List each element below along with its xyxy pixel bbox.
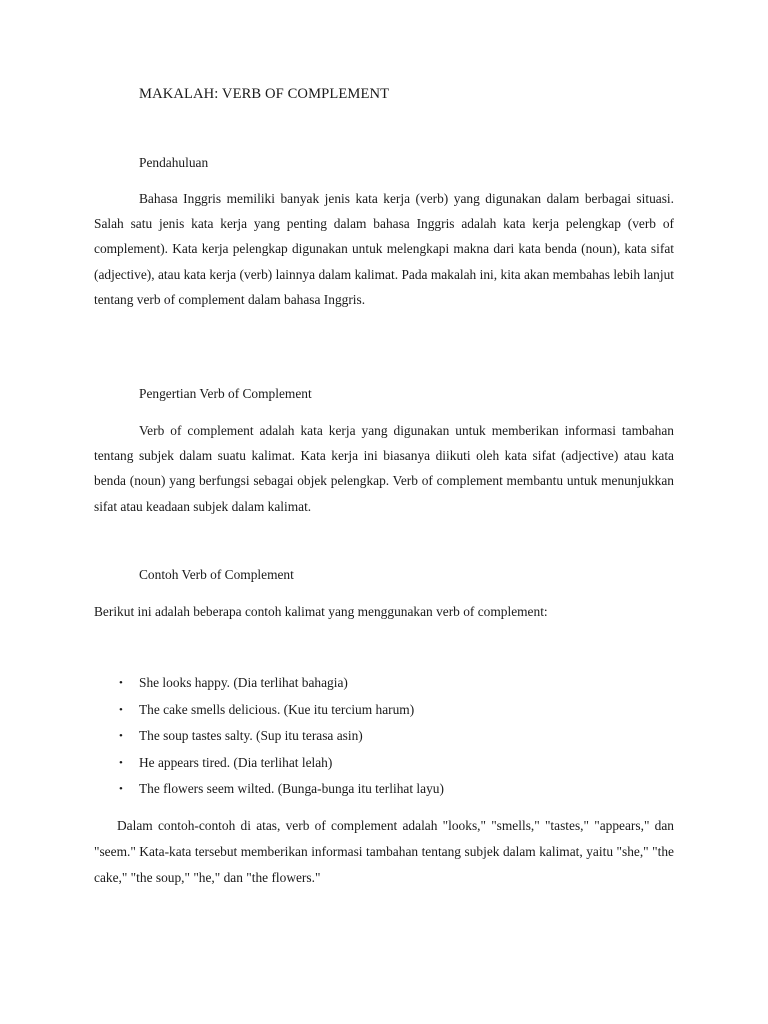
list-item: [119, 671, 444, 698]
intro-paragraph: Bahasa Inggris memiliki banyak jenis kata kerja (verb) yang digunakan dalam berbagai situasi. Salah satu jenis kata kerja yang penting dalam bahasa Inggris adalah kata kerja pelengkap (verb of complement). Kata kerja pelengkap digunakan untuk melengkapi makna dari kata benda (noun), kata sifat (adjective), atau kata kerja (verb) lainnya dalam kalimat. Pada makalah ini, kita akan membahas lebih lanjut tentang verb of complement dalam bahasa Inggris.: [94, 191, 674, 307]
example-sentence: She looks happy. (Dia terlihat bahagia): [139, 675, 348, 690]
example-sentence: The cake smells delicious. (Kue itu tercium harum): [139, 701, 415, 717]
bullet-icon: •: [119, 677, 123, 689]
bullet-icon: •: [119, 703, 123, 716]
list-item: [119, 724, 444, 751]
list-item: [119, 777, 444, 804]
definition-paragraph: Verb of complement adalah kata kerja yang digunakan untuk memberikan informasi tambahan tentang subjek dalam suatu kalimat. Kata kerja ini biasanya diikuti oleh kata sifat (adjective) atau kata benda (noun) yang berfungsi sebagai objek pelengkap. Verb of complement membantu untuk menunjukkan sifat atau keadaan subjek dalam kalimat.: [94, 423, 674, 514]
examples-lead-text: Berikut ini adalah beberapa contoh kalimat yang menggunakan verb of complement:: [94, 604, 548, 619]
section-heading-definition: Pengertian Verb of Complement: [139, 386, 312, 401]
example-sentence: The soup tastes salty. (Sup itu terasa asin): [139, 728, 363, 743]
example-sentence: The flowers seem wilted. (Bunga-bunga itu terlihat layu): [139, 781, 444, 796]
bullet-icon: •: [119, 756, 123, 769]
section-heading-intro: Pendahuluan: [139, 155, 209, 170]
example-sentence: He appears tired. (Dia terlihat lelah): [139, 754, 333, 770]
section-heading-examples: Contoh Verb of Complement: [139, 567, 294, 582]
list-item: [119, 698, 444, 725]
bullet-icon: •: [119, 783, 123, 795]
examples-list: [119, 671, 444, 804]
list-item: [119, 751, 444, 778]
document-title: MAKALAH: VERB OF COMPLEMENT: [139, 86, 390, 102]
conclusion-paragraph: Dalam contoh-contoh di atas, verb of complement adalah "looks," "smells," "tastes," "appears," dan "seem." Kata-kata tersebut memberikan informasi tambahan tentang subjek dalam kalimat, yaitu "she," "the cake," "the soup," "he," dan "the flowers.": [94, 818, 674, 885]
bullet-icon: •: [119, 730, 123, 742]
